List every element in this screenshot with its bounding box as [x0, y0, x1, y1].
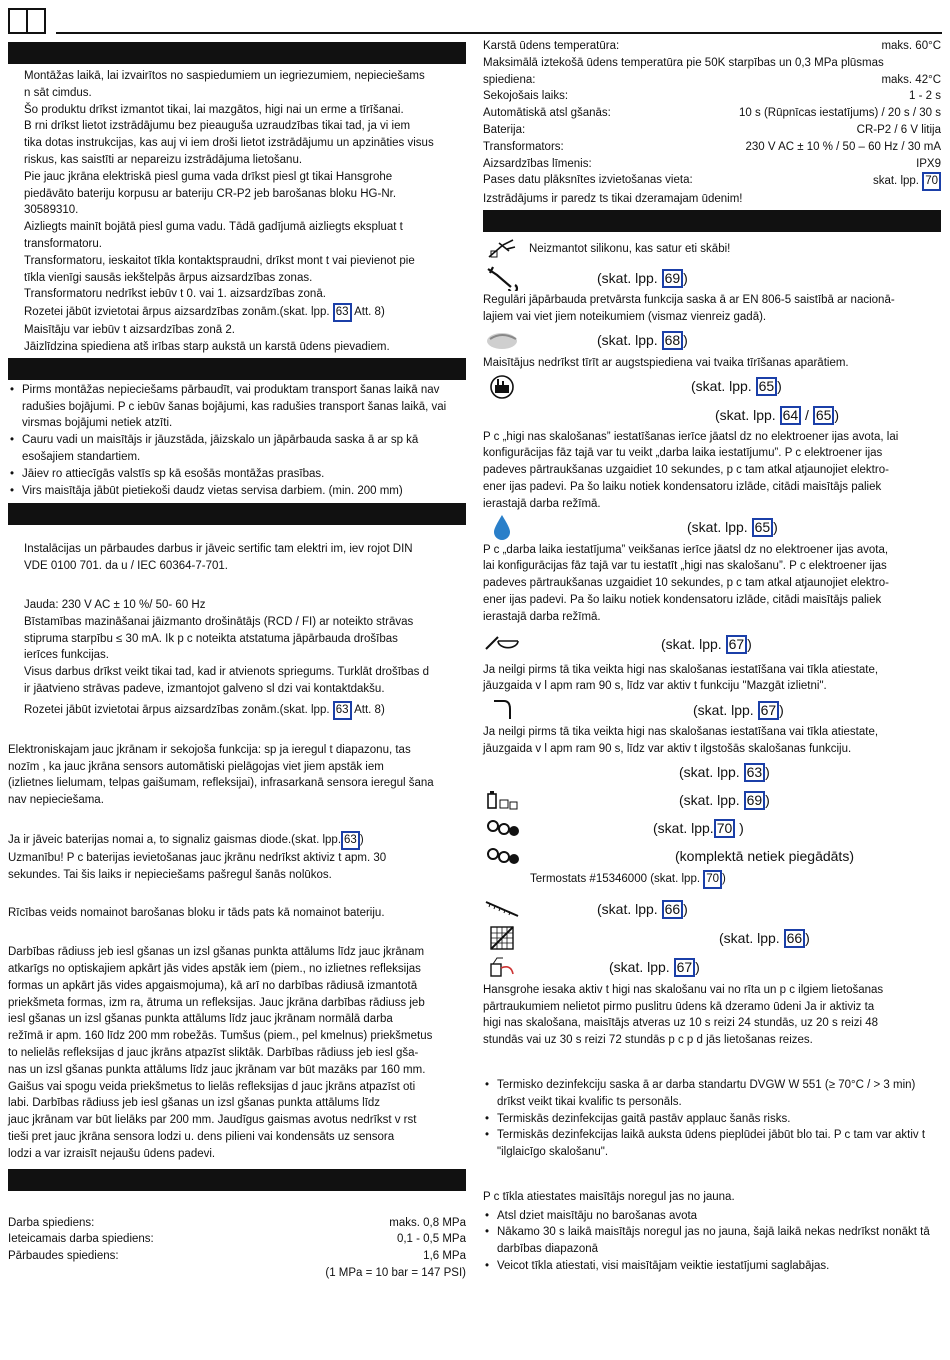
safety-line: transformatoru.: [24, 237, 102, 250]
battery-icon: [483, 786, 521, 814]
safety-line: Pie jauc jkrāna elektriskā piesl guma vada drīkst piesl gt tikai Hansgrohe: [24, 170, 393, 183]
range-section: [8, 944, 466, 1162]
range-line: atkarīgs no optiskajiem apkārt jās vides apstāk iem (piem., no izlietnes refleksijas: [8, 963, 421, 976]
range-line: Darbības rādiuss jeb iesl gšanas un izsl gšanas punkta attālums līdz jauc jkrānam: [8, 946, 425, 959]
page-ref-link[interactable]: 69: [662, 269, 684, 288]
silicone-text: Neizmantot silikonu, kas satur eti skābi!: [529, 242, 731, 255]
safety-line: Montāžas laikā, lai izvairītos no saspiedumiem un iegriezumiem, nepieciešams: [24, 70, 425, 82]
section-bar-pressure: [8, 1169, 466, 1191]
battery-line: Uzmanību! P c baterijas ievietošanas jauc jkrānu nedrīkst aktiviz t apm. 30: [8, 851, 387, 864]
elec-line: stipruma starpību ≤ 30 mA. Ik p c noteikta atstatuma jāpārbauda drošības: [24, 632, 398, 645]
reset-list: [483, 1208, 941, 1275]
page-ref-link[interactable]: 69: [744, 791, 766, 810]
safety-line: Jāizlīdzina spiediena atš irības starp aukstā un karstā ūdens pievadiem.: [24, 340, 390, 353]
sink-icon: [483, 630, 521, 658]
elec-line: Visus darbus drīkst veikt tikai tad, kad ir atvienots spriegums. Turklāt drošības d: [24, 666, 430, 679]
factory-settings-icon: [483, 372, 521, 400]
sink-line: jāuzgaida v l apm ram 90 s, līdz var aktiv t funkciju "Mazgāt izlietni".: [483, 680, 827, 693]
page-ref-link[interactable]: 63: [333, 701, 352, 720]
safety-line: B rni drīkst lietot izstrādājumu bez pieauguša uzraudzības tikai tad, ja vi iem: [24, 120, 411, 133]
pressure-table: [8, 1215, 466, 1282]
list-item: • Virs maisītāja jābūt pietiekoši daudz vietas servisa darbiem. (min. 200 mm): [8, 483, 456, 500]
hyg-line: padeves pārtraukšanas uzgaidiet 10 sekundes, p c tam atkal atjaunojiet elektro-: [483, 464, 889, 477]
spec-row: Sekojošais laiks: 1 - 2 s: [483, 90, 941, 103]
page-ref-link[interactable]: 70: [922, 172, 941, 191]
spec-row: Maksimālā iztekošā ūdens temperatūra pie 50K starpības un 0,3 MPa plūsmas: [483, 56, 884, 69]
list-item: • Termisko dezinfekciju saska ā ar darba standartu DVGW W 551 (≥ 70°C / > 3 min) drīkst veikt tikai kvalific ts personāls.: [483, 1077, 937, 1111]
spec-row: Transformators: 230 V AC ± 10 % / 50 – 60 Hz / 30 mA: [483, 140, 941, 153]
list-item: • Jāiev ro attiecīgās valstīs sp kā esošās montāžas prasības.: [8, 466, 456, 483]
battery-section: [8, 831, 466, 884]
safety-socket-line: Rozetei jābūt izvietotai ārpus aizsardzības zonām.(skat. lpp. 63 Att. 8): [24, 303, 466, 322]
function-section: [8, 742, 466, 809]
battery-line: Ja ir jāveic baterijas nomai a, to signaliz gaismas diode.(skat. lpp. 63 ): [8, 831, 466, 850]
ruler-icon: [483, 895, 521, 923]
range-line: to nelielās refleksijas d jauc jkrāns atpazīst sliktāk. Darbības rādiuss jeb iesl gša-: [8, 1047, 419, 1060]
header-rule: [56, 32, 942, 34]
list-item: • Nākamo 30 s laikā maisītājs noregul jas no jauna, šajā laikā nekas nedrīkst nonākt tā darbības diapazonā: [483, 1224, 933, 1258]
grid-row: (skat. lpp. 66 ): [483, 924, 941, 953]
hygiene-line: pārtraukumiem nelietot pirmo puslitru ūdens kā dzeramo ūdeni Ja ir aktiviz ta: [483, 1000, 875, 1013]
safety-line: 30589310.: [24, 204, 79, 217]
safety-line: Aizliegts mainīt bojātā piesl guma vadu. Tādā gadījumā aizliegts ekspluat t: [24, 221, 403, 234]
list-item: • Termiskās dezinfekcijas gaitā pastāv applauc šanās risks.: [483, 1111, 937, 1128]
spec-row: Ieteicamais darba spiediens: 0,1 - 0,5 MPa: [8, 1233, 466, 1246]
page-ref-link[interactable]: 63: [341, 831, 360, 850]
work-line: lai konfigurācijas fāz tajā var tu iestatīt „higi nas skalošanu”. P c elektroener ijas: [483, 560, 887, 573]
list-item: • Atsl dziet maisītāju no barošanas avota: [483, 1208, 933, 1225]
elec-socket-line: Rozetei jābūt izvietotai ārpus aizsardzības zonām.(skat. lpp. 63 Att. 8): [24, 701, 466, 720]
page-ref-link[interactable]: 68: [662, 331, 684, 350]
page-ref-link[interactable]: 65: [756, 377, 778, 396]
list-item: • Cauru vadi un maisītājs ir jāuzstāda, jāizskalo un jāpārbauda saska ā ar sp kā esošajiem standartiem.: [8, 432, 456, 466]
spec-row: (1 MPa = 10 bar = 147 PSI): [325, 1267, 466, 1280]
power-unit-text: Rīcības veids nomainot barošanas bloku ir tāds pats kā nomainot bateriju.: [8, 907, 385, 920]
function-line: (izlietnes lielumam, telpas gaišumam, refleksijai), infrasarkanā sensora ieregul šana: [8, 777, 434, 790]
page-ref-link[interactable]: 65: [752, 518, 774, 537]
hyg-line: ierastajā darba režīmā.: [483, 497, 601, 510]
tap-line: Ja neilgi pirms tā tika veikta higi nas skalošanas iestatīšana vai tīkla atiestate,: [483, 726, 879, 739]
hand-cleaning-icon: [483, 326, 521, 354]
drinking-water-note: Izstrādājums ir paredz ts tikai dzeramajam ūdenim!: [483, 193, 743, 206]
tech-table: [483, 38, 941, 208]
page-ref-link[interactable]: 63: [333, 303, 352, 322]
filter-ring-icon: [483, 814, 521, 842]
hyg-line: ener ijas padevi. Pa šo laiku notiek kondensatoru izlāde, citādi maisītājs paliek: [483, 480, 882, 493]
work-line: padeves pārtraukšanas uzgaidiet 10 sekundes, p c tam atkal atjaunojiet elektro-: [483, 577, 889, 590]
filters-row-1: (skat. lpp. 70 ): [483, 814, 941, 842]
hand-row: (skat. lpp. 68 ): [483, 326, 941, 355]
spec-row: spiediena: maks. 42°C: [483, 73, 941, 86]
hygiene-setup-text: [483, 429, 941, 513]
list-item: • Pirms montāžas nepieciešams pārbaudīt, vai produktam transport šanas laikā nav radušies bojājumi. P c iebūv šanas bojājumi, kas radušies transport šanas laikā, vai virsmas bojājumi netiek atzīti.: [8, 382, 456, 432]
page-ref-link[interactable]: 66: [784, 929, 806, 948]
ruler-row: (skat. lpp. 66 ): [483, 895, 941, 924]
high-pressure-text: Maisītājus nedrīkst tīrīt ar augstspiediena vai tvaika tīrīšanas aparātiem.: [483, 356, 849, 369]
spec-row: Baterija: CR-P2 / 6 V litija: [483, 123, 941, 136]
silicone-gun-icon: [483, 235, 521, 263]
hyg-line: konfigurācijas fāz tajā var tu veikt „darba laika iestatījumu”. P c elektroener ijas: [483, 447, 883, 460]
valve-line: lajiem vai viet jiem noteikumiem (vismaz vienreiz gadā).: [483, 310, 767, 323]
elec-line: VDE 0100 701. da u / IEC 60364-7-701.: [24, 560, 228, 573]
reset-intro: P c tīkla atiestates maisītājs noregul jas no jauna.: [483, 1190, 735, 1203]
list-item: • Termiskās dezinfekcijas laikā auksta ūdens pieplūdei jābūt blo tai. P c tam var aktiv t "ilglaicīgo skalošanu".: [483, 1127, 937, 1161]
left-column: [8, 40, 466, 1282]
hygiene-line: higi nas skalošana, maisītājs atveras uz 10 s reizi 24 stundās, uz 20 s reizi 48: [483, 1017, 879, 1030]
spec-row: Darba spiediens: maks. 0,8 MPa: [8, 1216, 466, 1229]
range-line: priekšmeta formas, izm ra, ātruma un refleksijas. Jauc jkrāna darbības rādiuss jeb: [8, 996, 425, 1009]
elec-line: Bīstamības mazināšanai jāizmanto drošinātājs (RCD / FI) ar noteikto strāvas: [24, 615, 414, 628]
function-line: nav nepieciešama.: [8, 794, 104, 807]
hygiene-line: Hansgrohe iesaka aktiv t higi nas skalošanu vai no rīta un p c ilgiem lietošanas: [483, 983, 884, 996]
wrench-row: (skat. lpp. 69 ): [483, 263, 941, 292]
hygiene-line: stundās vai uz 30 s reizi 72 stundās p c p d jās lietošanas reizes.: [483, 1034, 813, 1047]
elec-line: ierīces funkcijas.: [24, 649, 110, 662]
not-included-text: (komplektā netiek piegādāts): [675, 847, 854, 864]
range-line: labi. Darbības rādiuss jeb iesl gšanas un izsl gšanas punkta attālums līdz: [8, 1097, 381, 1110]
section-bar-care: [483, 210, 941, 232]
safety-line: Transformatoru nedrīkst iebūv t 0. vai 1. aizsardzības zonā.: [24, 288, 326, 301]
battery-row: (skat. lpp. 69 ): [483, 786, 941, 814]
page-ref-link[interactable]: 70: [714, 819, 736, 838]
safety-line: Transformatoru, ieskaitot tīkla kontaktspraudni, drīkst mont t vai pievienot pie: [24, 254, 415, 267]
safety-line: tīkla vienīgi sausās iekštelpās ārpus aizsardzības zonas.: [24, 271, 313, 284]
range-line: Gaišus vai spogu veida priekšmetus to lielās refleksijas d jauc jkrāns atpazīst oti: [8, 1080, 416, 1093]
range-line: tieši pret jauc jkrāna sensora lodzi u. dens pilieni vai kondensāts uz sensora: [8, 1131, 395, 1144]
spray-row: (skat. lpp. 67 ): [483, 953, 941, 982]
spec-row: Aizsardzības līmenis: IPX9: [483, 157, 941, 170]
range-line: jauc jkrānam var būt lielāks par 200 mm. Jaudīgus gaismas avotus nedrīkst v rst: [8, 1114, 417, 1127]
work-setup-text: [483, 542, 941, 626]
page-ref-link[interactable]: 65: [813, 406, 835, 425]
safety-line: n sāt cimdus.: [24, 86, 92, 99]
wrench-icon: [483, 264, 521, 292]
thermal-list: [483, 1077, 941, 1161]
silicone-row: [483, 234, 941, 263]
settings-refs-row: (skat. lpp. 64 / 65 ): [715, 406, 840, 423]
filter-ring-icon: [483, 842, 521, 870]
safety-line: Šo produktu drīkst izmantot tikai, lai mazgātos, higi nai un erme a tīrīšanai.: [24, 103, 404, 116]
safety-line: Maisītāju var iebūv t aizsardzības zonā 2.: [24, 324, 235, 337]
filters-row-2: [483, 842, 941, 870]
range-line: iesl gšanas un izsl gšanas punkta attālums līdz jauc jkrānam normālā darba: [8, 1013, 393, 1026]
page-ref-link[interactable]: 70: [703, 870, 722, 889]
installation-list: [8, 382, 466, 500]
page-ref-link[interactable]: 67: [674, 958, 696, 977]
range-line: lodzi a var izraisīt nejaušu ūdens padevi.: [8, 1147, 216, 1160]
section-bar-electrical: [8, 503, 466, 525]
elec-line: ir jāatvieno strāvas padeve, izmantojot galveno sl dzi vai kontaktdakšu.: [24, 682, 385, 695]
function-line: Elektroniskajam jauc jkrānam ir sekojoša funkcija: sp ja ieregul t diapazonu, tas: [8, 743, 411, 756]
factory-row: (skat. lpp. 65 ): [483, 372, 941, 401]
work-line: P c „darba laika iestatījuma” veikšanas ierīce jāatsl dz no elektroener ijas avota,: [483, 543, 889, 556]
sink-line: Ja neilgi pirms tā tika veikta higi nas skalošanas iestatīšana vai tīkla atiestate,: [483, 663, 879, 676]
right-column: [483, 38, 941, 1275]
spec-row: Pases datu plāksnītes izvietošanas vieta: skat. lpp. 70: [483, 172, 941, 191]
range-line: režīmā ir apm. 160 līdz 200 mm robežās. Tumšus (piem., pel kmelnus) priekšmetus: [8, 1030, 433, 1043]
page-ref-link[interactable]: 67: [758, 701, 780, 720]
elec-line: Instalācijas un pārbaudes darbus ir jāveic sertific tam elektri im, iev rojot DIN: [24, 543, 413, 556]
work-line: ener ijas padevi. Pa šo laiku notiek kondensatoru izlāde, citādi maisītājs paliek: [483, 593, 882, 606]
valve-line: Regulāri jāpārbauda pretvārsta funkcija saska ā ar EN 806-5 saistībā ar nacionā-: [483, 294, 895, 307]
safety-line: tika dotas instrukcijas, kas auj vi iem droši lietot izstrādājumu un apzināties visus: [24, 137, 434, 150]
list-item: • Veicot tīkla atiestati, visi maisītājam veiktie iestatījumi saglabājas.: [483, 1258, 933, 1275]
grid-icon: [483, 924, 521, 952]
battery-line: sekundes. Tai šis laiks ir nepieciešams pašregul šanās nolūkos.: [8, 868, 332, 881]
ref-63-row: (skat. lpp. 63 ): [679, 763, 770, 780]
range-line: nas un izsl gšanas punkta attālums līdz jauc jkrānam var būt mazāks par 160 mm.: [8, 1063, 426, 1076]
hygiene-text: [483, 982, 941, 1049]
page-ref-link[interactable]: 63: [744, 763, 766, 782]
spec-row: Automātiskā atsl gšanās: 10 s (Rūpnīcas iestatījums) / 20 s / 30 s: [483, 107, 941, 120]
tap-icon: [483, 696, 521, 724]
hand-spray-icon: [483, 953, 521, 981]
page-ref-link[interactable]: 67: [726, 635, 748, 654]
elec-line: Jauda: 230 V AC ± 10 %/ 50- 60 Hz: [24, 598, 206, 611]
hyg-line: P c „higi nas skalošanas” iestatīšanas ierīce jāatsl dz no elektroener ijas avota, lai: [483, 430, 899, 443]
function-line: nozīm , ka jauc jkrāna sensors automātiski pielāgojas viet jiem apstāk iem: [8, 760, 384, 773]
water-drop-icon: [483, 513, 521, 541]
thermostat-line: Termostats #15346000 (skat. lpp. 70 ): [483, 870, 941, 889]
section-bar-installation: [8, 358, 466, 380]
section-bar-safety: [8, 42, 466, 64]
drop-row: (skat. lpp. 65 ): [483, 513, 941, 542]
range-line: formas un apkārt jās vides apgaismojuma), kā arī no darbības rādiusā izmantotā: [8, 979, 418, 992]
safety-section: [8, 66, 466, 356]
work-line: ierastajā darba režīmā.: [483, 610, 601, 623]
page-ref-link[interactable]: 66: [662, 900, 684, 919]
tap-line: jāuzgaida v l apm ram 90 s, līdz var aktiv t ilgstošās skalošanas funkciju.: [483, 742, 852, 755]
electrical-section: [8, 541, 466, 719]
safety-line: piedāvāto bateriju korpusu ar bateriju CR-P2 jeb barošanas bloku HG-Nr.: [24, 187, 397, 200]
sink-row: (skat. lpp. 67 ): [483, 626, 941, 662]
open-book-icon: [8, 8, 46, 34]
spec-row: Pārbaudes spiediens: 1,6 MPa: [8, 1250, 466, 1263]
spec-row: Karstā ūdens temperatūra: maks. 60°C: [483, 40, 941, 52]
tap-row: (skat. lpp. 67 ): [483, 695, 941, 724]
page-ref-link[interactable]: 64: [780, 406, 802, 425]
safety-line: riskus, kas saistīti ar nepareizu izstrādājuma lietošanu.: [24, 153, 303, 166]
